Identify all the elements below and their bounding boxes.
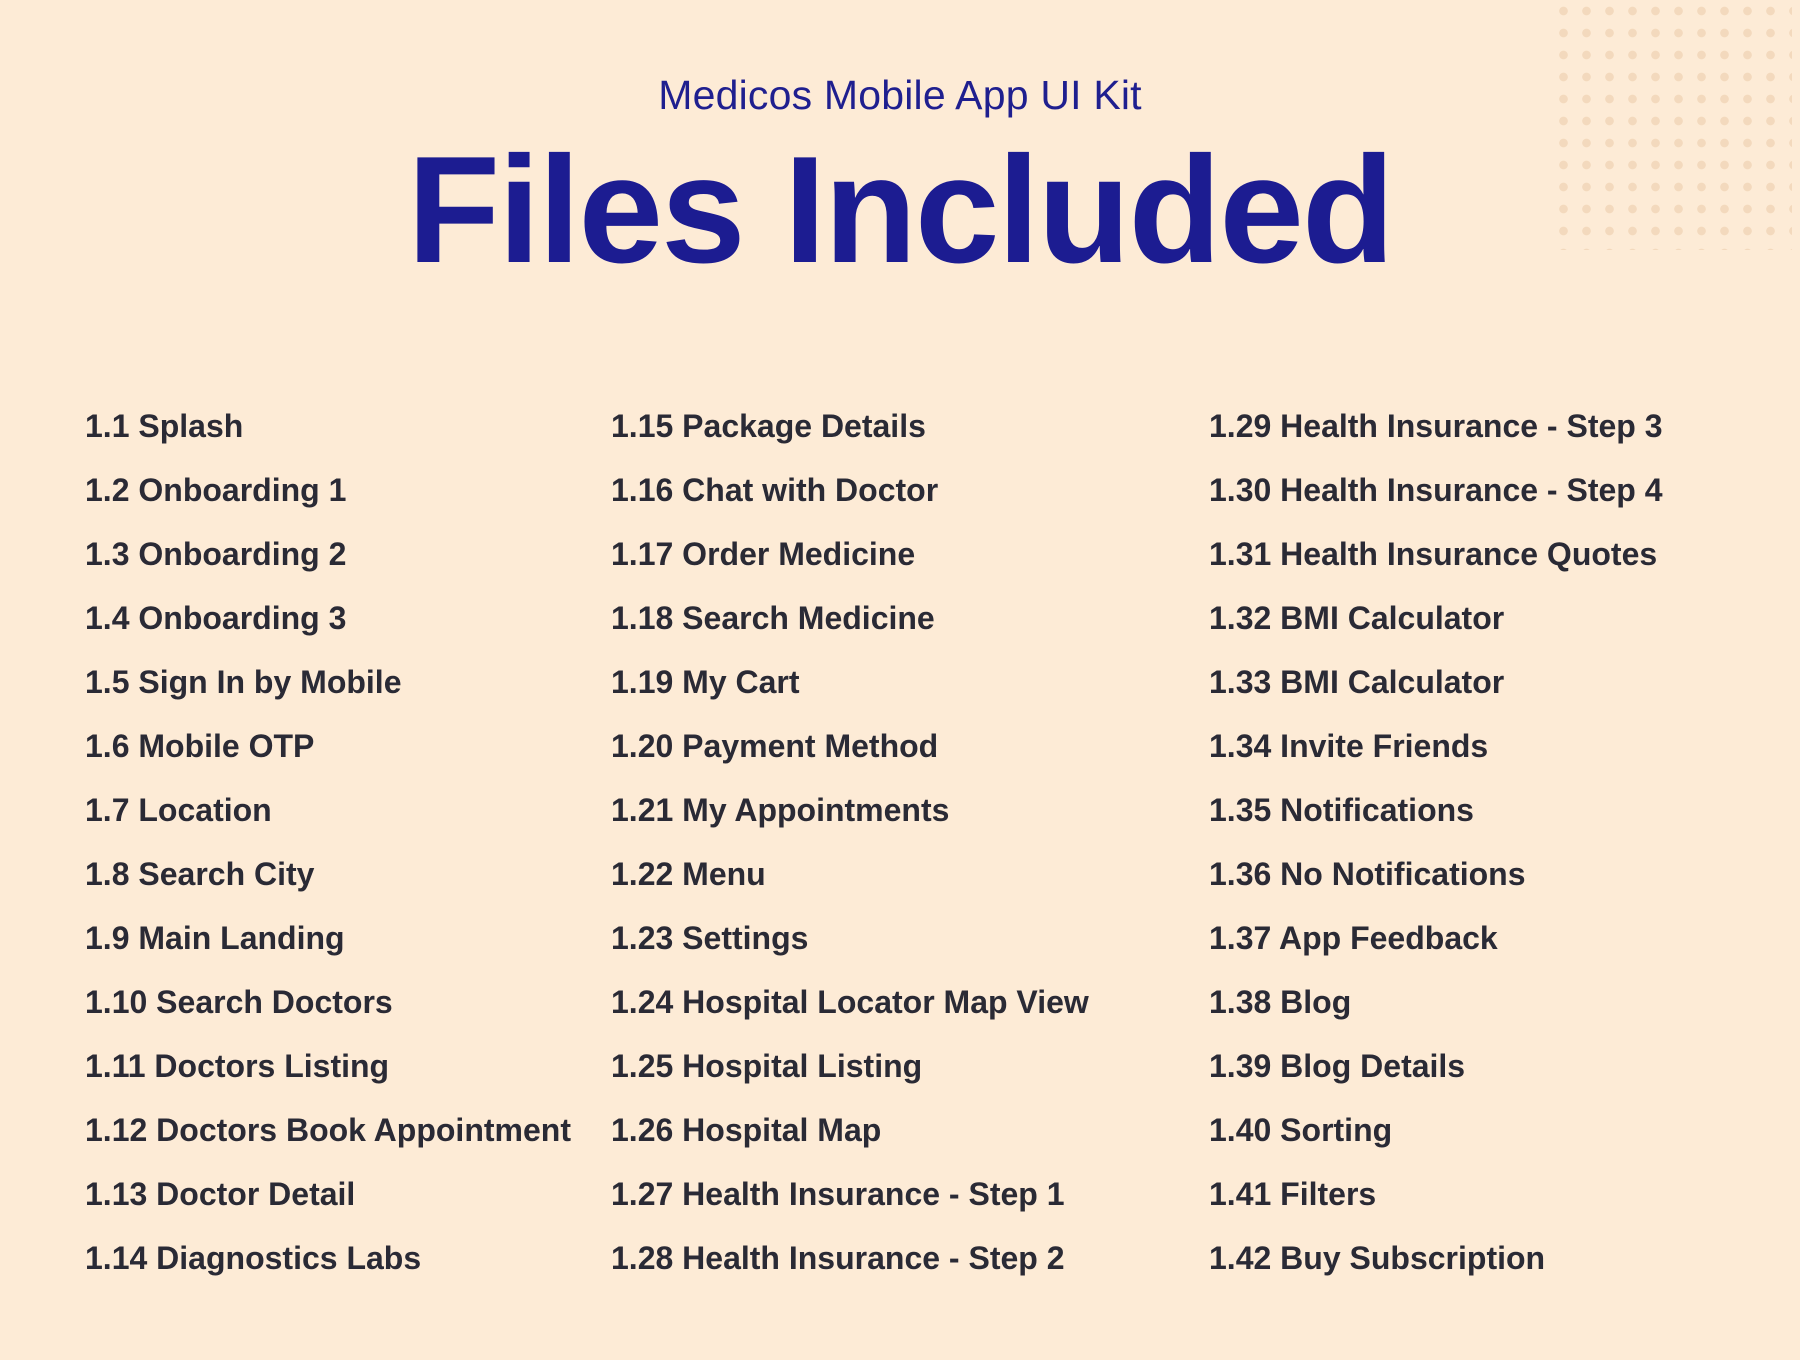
- list-item: 1.1 Splash: [85, 408, 244, 444]
- list-item: 1.8 Search City: [85, 856, 315, 892]
- list-item: 1.34 Invite Friends: [1209, 728, 1489, 764]
- list-item: 1.28 Health Insurance - Step 2: [611, 1240, 1065, 1276]
- list-item: 1.10 Search Doctors: [85, 984, 393, 1020]
- list-item: 1.15 Package Details: [611, 408, 926, 444]
- list-item: 1.18 Search Medicine: [611, 600, 935, 636]
- file-list-column-2: [611, 404, 1089, 1300]
- list-item: 1.27 Health Insurance - Step 1: [611, 1176, 1065, 1212]
- list-item: 1.14 Diagnostics Labs: [85, 1240, 422, 1276]
- list-item: 1.11 Doctors Listing: [85, 1048, 390, 1084]
- list-item: 1.5 Sign In by Mobile: [85, 664, 402, 700]
- list-item: 1.17 Order Medicine: [611, 536, 916, 572]
- list-item: 1.2 Onboarding 1: [85, 472, 347, 508]
- list-item: 1.39 Blog Details: [1209, 1048, 1466, 1084]
- list-item: 1.42 Buy Subscription: [1209, 1240, 1546, 1276]
- subtitle: Medicos Mobile App UI Kit: [658, 72, 1142, 118]
- page-title: Files Included: [407, 125, 1393, 295]
- list-item: 1.23 Settings: [611, 920, 809, 956]
- list-item: 1.25 Hospital Listing: [611, 1048, 923, 1084]
- list-item: 1.29 Health Insurance - Step 3: [1209, 408, 1663, 444]
- list-item: 1.32 BMI Calculator: [1209, 600, 1505, 636]
- list-item: 1.37 App Feedback: [1209, 920, 1498, 956]
- list-item: 1.12 Doctors Book Appointment: [85, 1112, 571, 1148]
- list-item: 1.22 Menu: [611, 856, 766, 892]
- list-item: 1.7 Location: [85, 792, 272, 828]
- list-item: 1.20 Payment Method: [611, 728, 939, 764]
- list-item: 1.30 Health Insurance - Step 4: [1209, 472, 1663, 508]
- list-item: 1.13 Doctor Detail: [85, 1176, 356, 1212]
- file-list-column-1: [85, 404, 571, 1300]
- list-item: 1.40 Sorting: [1209, 1112, 1393, 1148]
- list-item: 1.33 BMI Calculator: [1209, 664, 1505, 700]
- list-item: 1.24 Hospital Locator Map View: [611, 984, 1089, 1020]
- list-item: 1.3 Onboarding 2: [85, 536, 347, 572]
- list-item: 1.6 Mobile OTP: [85, 728, 315, 764]
- list-item: 1.41 Filters: [1209, 1176, 1377, 1212]
- list-item: 1.38 Blog: [1209, 984, 1352, 1020]
- list-item: 1.35 Notifications: [1209, 792, 1474, 828]
- file-list-column-3: [1209, 404, 1663, 1300]
- list-item: 1.26 Hospital Map: [611, 1112, 882, 1148]
- list-item: 1.31 Health Insurance Quotes: [1209, 536, 1658, 572]
- list-item: 1.4 Onboarding 3: [85, 600, 347, 636]
- list-item: 1.19 My Cart: [611, 664, 800, 700]
- list-item: 1.21 My Appointments: [611, 792, 950, 828]
- list-item: 1.16 Chat with Doctor: [611, 472, 939, 508]
- list-item: 1.36 No Notifications: [1209, 856, 1526, 892]
- list-item: 1.9 Main Landing: [85, 920, 345, 956]
